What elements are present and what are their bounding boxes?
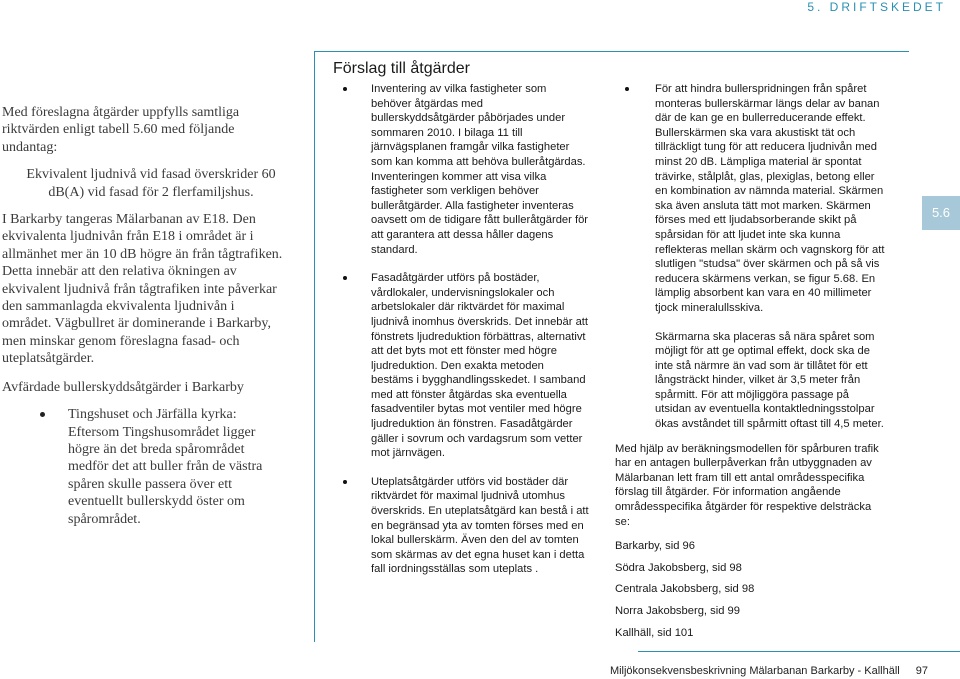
exception-paragraph: Ekvivalent ljudnivå vid fasad överskrider 60 dB(A) vid fasad för 2 flerfamiljshus.: [26, 167, 276, 200]
box-column-1: [371, 82, 589, 591]
page-number: 97: [915, 665, 928, 677]
references-intro: Med hjälp av beräkningsmodellen för spårburen trafik har en antagen bullerpåverkan från utbyggnaden av Mälarbanan lett fram till ett antal områdesspecifika förslag till åtgärder. För information angående områdesspecifika åtgärder för respektive delsträcka se:: [615, 442, 879, 528]
bullet-icon: [343, 480, 347, 484]
page-footer: [610, 665, 928, 677]
rejected-measures-list: [2, 406, 284, 528]
rejected-measures-heading: Avfärdade bullerskyddsåtgärder i Barkarby: [2, 379, 244, 395]
footer-divider: [638, 651, 960, 652]
list-item: [371, 475, 589, 577]
list-item-text: Inventering av vilka fastigheter som behöver åtgärdas med bullerskyddsåtgärder påbörjades under sommaren 2010. I bilaga 11 till järnvägsplanen framgår vilka fastigheter som kan komma att behöva bulleråtgärdas. Inventeringen kommer att visa vilka fastigheter som verkligen behöver bulleråtgärder. Alla fastigheter inventeras oavsett om de tidigare fått bulleråtgärder för att garantera att dessa håller dagens standard.: [371, 83, 589, 256]
box-title: Förslag till åtgärder: [333, 60, 470, 77]
screen-list: [655, 82, 885, 316]
list-item-text: Tingshuset och Järfälla kyrka: Eftersom Tingshusområdet ligger högre än det breda spårområdet medför det att buller från de västra spåren skulle passera över ett eventuellt bullerskydd öster om spårområdet.: [68, 407, 263, 527]
list-item-text: Fasadåtgärder utförs på bostäder, vårdlokaler, undervisningslokaler och arbetslokaler där riktvärdet för maximal ljudnivå inomhus överskrids. Det innebär att fönstrets ljudreduktion förbättras, alternativt att det byts mot ett fönster med högre ljudreduktion. Den exakta metoden bestäms i bygghandlingsskedet. I samband med att fönster åtgärdas ska eventuella fasadventiler bytas mot ventiler med högre ljudreduktion än fönstren. Fasadåtgärder gäller i sovrum och vardagsrum som vetter mot järnvägen.: [371, 272, 589, 460]
bullet-icon: [343, 87, 347, 91]
references-list: [615, 539, 885, 640]
reference-item: Kallhäll, sid 101: [615, 626, 694, 639]
list-item-text: För att hindra bullerspridningen från spåret monteras bullerskärmar längs delar av banan där de kan ge en bullerreducerande effekt. Bullerskärmen ska vara akustiskt tät och tillräckligt tung för att reducera ljudnivån med minst 20 dB. Lämpliga material är spontat trävirke, stålplåt, glas, plexiglas, betong eller en kombination av nämnda material. Skärmen ska även ansluta tätt mot marken. Skärmen förses med ett ljudabsorberande skikt på spårsidan för att ljudet inte ska kunna reflekteras mellan skärm och vagnskorg för att slutligen "studsa" över skärmen och på så vis reducera skärmens verkan, se figur 5.68. En lämplig absorbent kan vara en 40 millimeter tjock mineralullsskiva.: [655, 83, 885, 314]
references-section: [615, 442, 885, 641]
reference-item: Barkarby, sid 96: [615, 540, 696, 553]
reference-item: Norra Jakobsberg, sid 99: [615, 605, 740, 617]
reference-item: Centrala Jakobsberg, sid 98: [615, 583, 755, 596]
box-column-2: [615, 82, 885, 647]
barkarby-paragraph: I Barkarby tangeras Mälarbanan av E18. Den ekvivalenta ljudnivån från E18 i området är i allmänhet mer än 10 dB högre än från tågtrafiken. Detta innebär att den relativa ökningen av ekvivalent ljudnivå från tågtrafiken inte påverkar den sammanlagda ekvivalenta ljudnivån i området. Vägbullret är dominerande i Barkarby, men minskar genom föreslagna fasad- och uteplatsåtgärder.: [2, 212, 283, 367]
section-tab: 5.6: [922, 196, 960, 230]
measures-list: [371, 82, 589, 577]
bullet-icon: [40, 412, 45, 417]
left-column: [2, 104, 284, 528]
reference-item: Södra Jakobsberg, sid 98: [615, 561, 742, 574]
list-item: [655, 82, 885, 316]
list-item: [371, 271, 589, 461]
bullet-icon: [625, 87, 629, 91]
bullet-icon: [343, 276, 347, 280]
list-item: [371, 82, 589, 257]
footer-title: Miljökonsekvensbeskrivning Mälarbanan Barkarby - Kallhäll: [609, 665, 900, 677]
intro-paragraph: Med föreslagna åtgärder uppfylls samtliga riktvärden enligt tabell 5.60 med följande undantag:: [2, 105, 240, 155]
list-item: [2, 406, 284, 528]
measures-box: [314, 51, 909, 642]
screen-placement-paragraph: Skärmarna ska placeras så nära spåret som möjligt för att ge optimal effekt, dock ska de inte stå närmre än vad som är tillåtet för ett långsträckt hinder, vilket är 3,5 meter från spårmitt. För att möjliggöra passage på utsidan av eventuella kontaktledningsstolpar ökas avståndet till spårmitt oftast till 4,5 meter.: [655, 330, 884, 431]
chapter-header: 5. DRIFTSKEDET: [807, 0, 946, 14]
list-item-text: Uteplatsåtgärder utförs vid bostäder där riktvärdet för maximal ljudnivå utomhus överskrids. En uteplatsåtgärd kan bestå i att en begränsad yta av tomten förses med en lokal bullerskärm. Även den del av tomten som skärmas av det egna huset kan i detta fall iordningsställas som uteplats .: [371, 475, 589, 576]
